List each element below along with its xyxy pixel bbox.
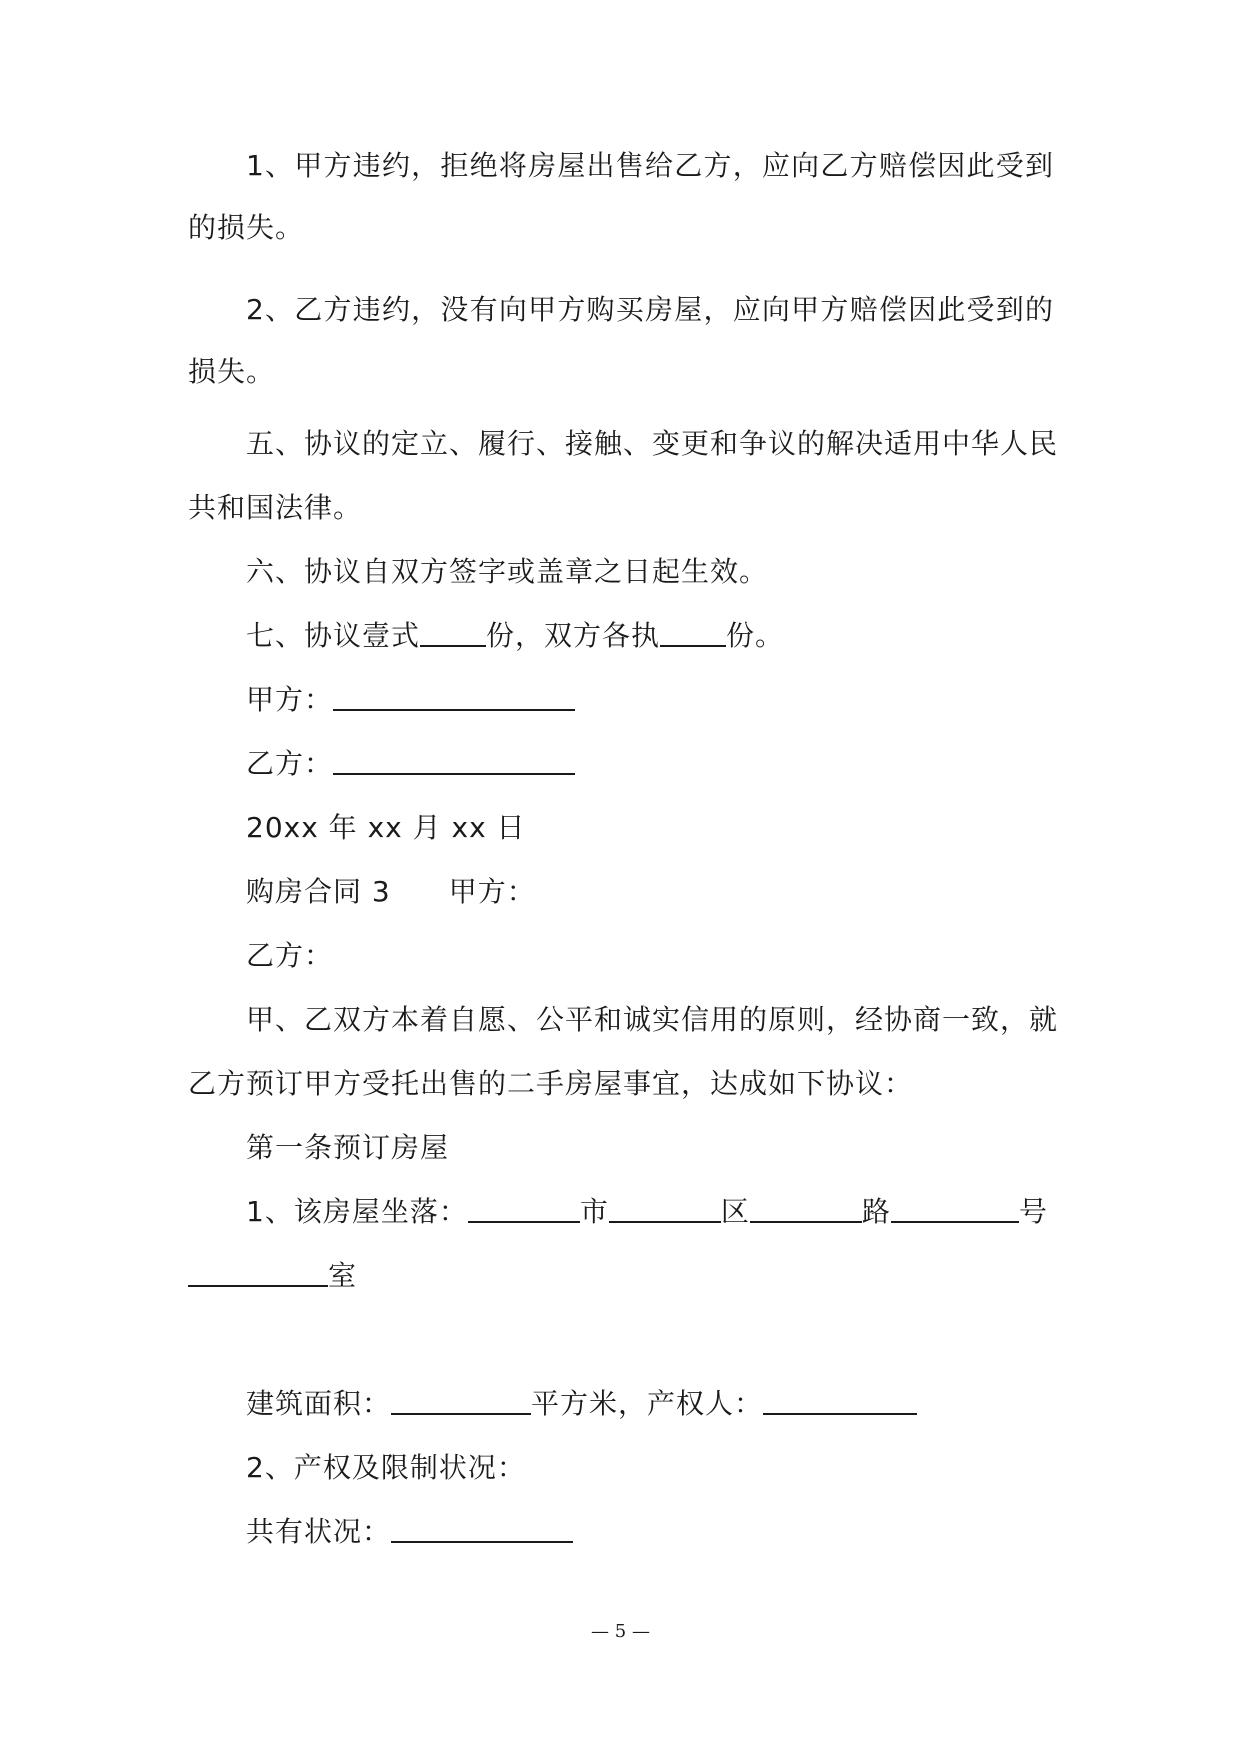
clause4-item2-line1: 2、乙方违约，没有向甲方购买房屋，应向甲方赔偿因此受到的 <box>246 293 1054 326</box>
contract3-party-a: 甲方： <box>448 875 536 908</box>
party-a-signature <box>246 680 575 720</box>
party-b-blank[interactable] <box>333 745 575 775</box>
party-b-signature <box>246 744 575 784</box>
clause7-prefix: 七、协议壹式 <box>246 619 421 652</box>
rights-title: 2、产权及限制状况： <box>246 1451 526 1484</box>
party-a-label: 甲方： <box>246 683 334 716</box>
contract3-party-b: 乙方： <box>246 939 334 972</box>
district-blank[interactable] <box>609 1193 721 1223</box>
owner-blank[interactable] <box>763 1385 917 1415</box>
area-prefix: 建筑面积： <box>246 1387 392 1420</box>
clause7 <box>246 616 784 656</box>
party-a-blank[interactable] <box>333 681 575 711</box>
location-prefix: 1、该房屋坐落： <box>246 1195 468 1228</box>
room-line <box>188 1256 357 1296</box>
clause4-item1-line1: 1、甲方违约，拒绝将房屋出售给乙方，应向乙方赔偿因此受到 <box>246 149 1054 182</box>
area-blank[interactable] <box>391 1385 531 1415</box>
number-blank[interactable] <box>891 1193 1019 1223</box>
location-district: 区 <box>720 1195 750 1228</box>
intro-line2: 乙方预订甲方受托出售的二手房屋事宜，达成如下协议： <box>188 1067 914 1100</box>
page-number: — 5 — <box>591 1621 650 1642</box>
area-line <box>246 1384 917 1424</box>
location-road: 路 <box>861 1195 891 1228</box>
signing-date: 20xx 年 xx 月 xx 日 <box>246 811 526 844</box>
article1-title: 第一条预订房屋 <box>246 1131 450 1164</box>
location-line <box>246 1192 1048 1232</box>
contract3-title: 购房合同 3 <box>246 875 391 908</box>
location-room: 室 <box>328 1259 358 1292</box>
clause6: 六、协议自双方签字或盖章之日起生效。 <box>246 555 769 588</box>
clause4-item1-line2: 的损失。 <box>188 211 305 244</box>
clause5-line1: 五、协议的定立、履行、接触、变更和争议的解决适用中华人民 <box>246 427 1059 460</box>
area-unit: 平方米，产权人： <box>531 1387 764 1420</box>
clause7-suffix: 份。 <box>726 619 785 652</box>
clause5-line2: 共和国法律。 <box>188 491 363 524</box>
party-b-label: 乙方： <box>246 747 334 780</box>
coowner-label: 共有状况： <box>246 1515 392 1548</box>
intro-line1: 甲、乙双方本着自愿、公平和诚实信用的原则，经协商一致，就 <box>246 1003 1059 1036</box>
clause7-mid: 份，双方各执 <box>486 619 661 652</box>
copies-total-blank[interactable] <box>420 617 486 647</box>
clause4-item2-line2: 损失。 <box>188 355 276 388</box>
room-blank[interactable] <box>188 1257 328 1287</box>
copies-each-blank[interactable] <box>660 617 726 647</box>
city-blank[interactable] <box>468 1193 580 1223</box>
coowner-line <box>246 1512 573 1552</box>
location-city: 市 <box>579 1195 609 1228</box>
location-number: 号 <box>1018 1195 1048 1228</box>
road-blank[interactable] <box>750 1193 862 1223</box>
coowner-blank[interactable] <box>391 1513 573 1543</box>
contract3-header <box>246 872 536 912</box>
